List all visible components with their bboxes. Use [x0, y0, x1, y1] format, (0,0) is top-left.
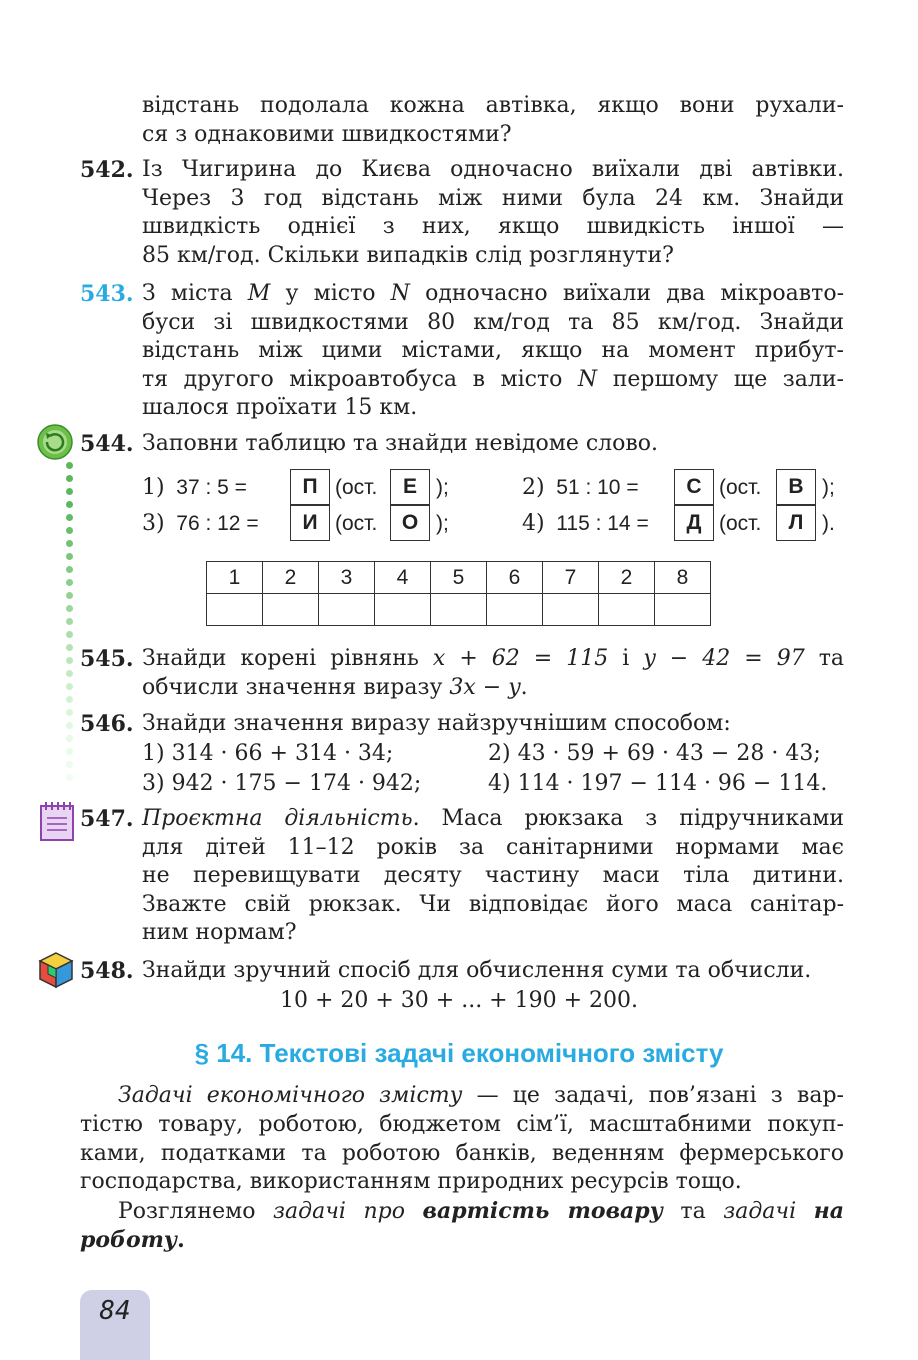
text-line: тя другого мікроавтобуса в місто N першому ще зали- [142, 367, 844, 392]
cube-icon [36, 950, 76, 990]
text-line: обчисли значення виразу 3x − y. [142, 675, 528, 700]
text-line: Проєктна діяльність. Маса рюкзака з підручниками [142, 806, 844, 831]
empty-cell [207, 594, 263, 626]
expression: 1) 314 · 66 + 314 · 34; [142, 741, 394, 766]
text-line: шалося проїхати 15 км. [142, 395, 418, 420]
table-cell: 7 [543, 562, 599, 594]
exercise-1: 1) 37 : 5 = [142, 475, 247, 500]
code-table [206, 561, 711, 626]
text-line: Задачі економічного змісту — це задачі, пов’язані з вар- [118, 1083, 844, 1108]
table-cell: 2 [263, 562, 319, 594]
notepad-icon [38, 800, 76, 842]
answer-box-remainder: Е [390, 469, 430, 505]
exercise-3: 3) 76 : 12 = [142, 511, 259, 536]
text-line: ками, податками та роботою банків, веденням фермерського [80, 1141, 844, 1166]
text-line: Знайди корені рівнянь x + 62 = 115 і y − 42 = 97 та [142, 646, 845, 671]
empty-cell [655, 594, 711, 626]
problem-number: 542. [80, 157, 134, 183]
text-line: господарства, використанням природних ресурсів тощо. [80, 1169, 742, 1194]
text-line: ним нормам? [142, 920, 297, 945]
text-line: Зважте свій рюкзак. Чи відповідає його маса санітар- [142, 892, 844, 917]
answer-box-quotient: И [290, 505, 330, 541]
answer-box-remainder: В [776, 469, 816, 505]
exercise-4: 4) 115 : 14 = [522, 511, 649, 536]
table-cell: 2 [599, 562, 655, 594]
closing: ); [436, 476, 449, 499]
formula: 10 + 20 + 30 + ... + 190 + 200. [279, 988, 639, 1013]
table-cell: 1 [207, 562, 263, 594]
closing: ); [822, 476, 835, 499]
repeat-icon [36, 423, 74, 461]
answer-box-quotient: Д [674, 505, 714, 541]
text-line: швидкість однієї з них, якщо швидкість іншої — [142, 214, 844, 239]
text-line: ся з однаковими швидкостями? [142, 122, 512, 147]
text-line: Знайди значення виразу найзручнішим способом: [142, 711, 731, 736]
text-line: не перевищувати десяту частину маси тіла дитини. [142, 863, 844, 888]
problem-number: 544. [80, 431, 134, 457]
remainder-label: (ост. [719, 476, 762, 499]
text-line: відстань подолала кожна автівка, якщо вони рухали- [142, 93, 844, 118]
text-line: тістю товару, роботою, бюджетом сім’ї, масштабними покуп- [80, 1112, 844, 1137]
expression: 2) 43 · 59 + 69 · 43 − 28 · 43; [488, 741, 821, 766]
empty-cell [319, 594, 375, 626]
text-line: Розглянемо задачі про вартість товару та задачі на [118, 1198, 844, 1224]
problem-number: 543. [80, 281, 134, 307]
table-cell: 6 [487, 562, 543, 594]
text-line: 85 км/год. Скільки випадків слід розглянути? [142, 243, 674, 268]
text-line: Знайди зручний спосіб для обчислення суми та обчисли. [142, 958, 812, 983]
answer-box-remainder: О [390, 505, 430, 541]
page-number: 84 [99, 1296, 131, 1326]
remainder-label: (ост. [719, 512, 762, 535]
expression: 4) 114 · 197 − 114 · 96 − 114. [488, 771, 828, 796]
closing: ); [436, 512, 449, 535]
empty-cell [599, 594, 655, 626]
empty-cell [431, 594, 487, 626]
problem-number: 547. [80, 806, 134, 832]
problem-number: 545. [80, 646, 134, 672]
text-line: буси зі швидкостями 80 км/год та 85 км/год. Знайди [142, 310, 844, 335]
answer-box-quotient: С [674, 469, 714, 505]
answer-box-quotient: П [290, 469, 330, 505]
problem-number: 548. [80, 958, 134, 984]
empty-cell [375, 594, 431, 626]
table-cell: 3 [319, 562, 375, 594]
answer-box-remainder: Л [776, 505, 816, 541]
text-line: відстань між цими містами, якщо на момент прибут- [142, 338, 844, 363]
text-line: З міста M у місто N одночасно виїхали два мікроавто- [142, 281, 845, 306]
text-line: Із Чигирина до Києва одночасно виїхали дві автівки. [142, 157, 844, 182]
empty-cell [487, 594, 543, 626]
expression: 3) 942 · 175 − 174 · 942; [142, 771, 422, 796]
empty-cell [263, 594, 319, 626]
exercise-2: 2) 51 : 10 = [522, 475, 639, 500]
closing: ). [822, 512, 835, 535]
problem-number: 546. [80, 711, 134, 737]
text-line: роботу. [80, 1227, 185, 1253]
text-line: Через 3 год відстань між ними була 24 км. Знайди [142, 186, 844, 211]
text-line: Заповни таблицю та знайди невідоме слово. [142, 431, 659, 456]
section-heading: § 14. Текстові задачі економічного змісту [194, 1038, 724, 1068]
dotted-connector [66, 462, 74, 792]
remainder-label: (ост. [335, 476, 378, 499]
text-line: для дітей 11–12 років за санітарними нормами має [142, 835, 844, 860]
table-cell: 4 [375, 562, 431, 594]
table-cell: 5 [431, 562, 487, 594]
empty-cell [543, 594, 599, 626]
remainder-label: (ост. [335, 512, 378, 535]
table-cell: 8 [655, 562, 711, 594]
